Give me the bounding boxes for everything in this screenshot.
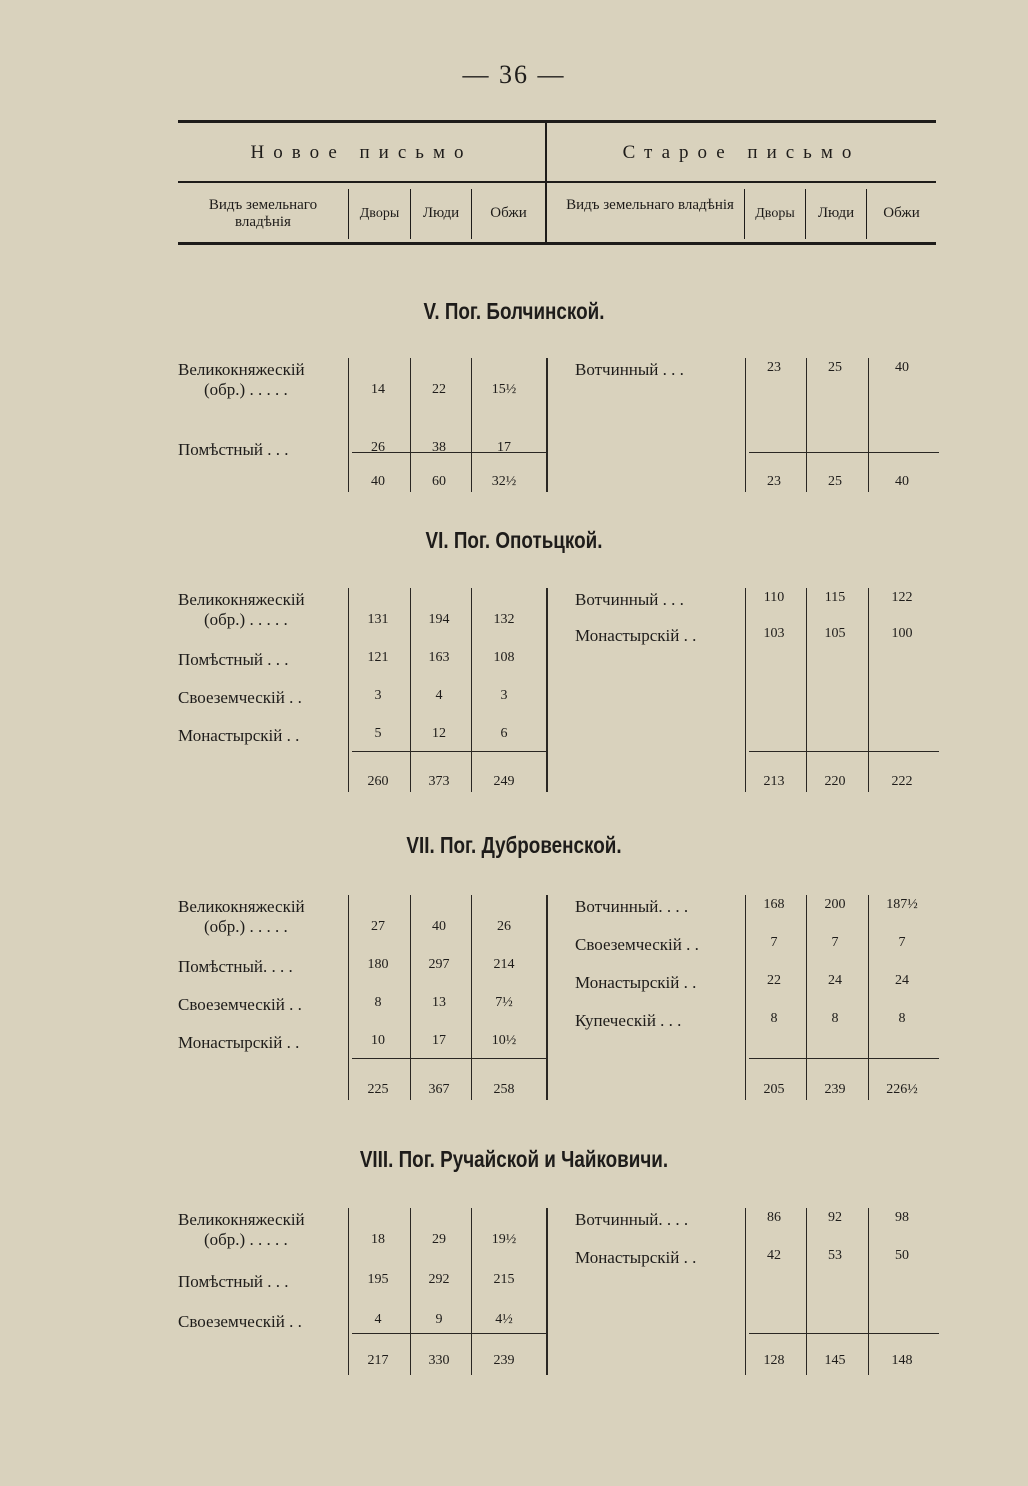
obzhi-value: 100 — [891, 626, 913, 641]
column-line — [806, 588, 807, 792]
column-line — [348, 358, 349, 492]
total-obzhi: 239 — [493, 1353, 515, 1368]
section-title: V. Пог. Болчинской. — [423, 298, 605, 324]
land-type-label: Помѣстный . . . — [178, 440, 289, 459]
column-line — [868, 588, 869, 792]
land-type-label: Великокняжескій — [178, 1210, 305, 1229]
column-line — [410, 358, 411, 492]
obzhi-value: 7½ — [495, 995, 513, 1010]
land-type-label: Помѣстный . . . — [178, 1272, 289, 1291]
obzhi-value: 122 — [891, 590, 913, 605]
land-type-label: Великокняжескій — [178, 590, 305, 609]
lyudi-value: 40 — [432, 919, 446, 934]
old-writing-title: Старое письмо — [622, 142, 861, 163]
header-top-rule — [178, 120, 936, 123]
header-center-divider — [545, 123, 547, 243]
column-line — [745, 588, 746, 792]
land-type-label: Своеземческій . . — [575, 935, 699, 954]
column-line — [471, 588, 472, 792]
lyudi-value: 29 — [432, 1232, 446, 1247]
col-head-old-land-type: Видъ земельнаго владѣнія — [566, 197, 734, 213]
obzhi-value: 15½ — [491, 382, 517, 397]
column-line — [471, 358, 472, 492]
obzhi-value: 24 — [895, 973, 909, 988]
land-type-label: Монастырскій . . — [178, 726, 300, 745]
column-line — [868, 1208, 869, 1375]
total-lyudi: 25 — [828, 474, 842, 489]
dvory-value: 86 — [767, 1210, 781, 1225]
new-writing-title: Новое письмо — [250, 142, 473, 163]
land-type-label: Великокняжескій — [178, 897, 305, 916]
column-line — [806, 1208, 807, 1375]
total-dvory: 260 — [367, 774, 389, 789]
dvory-value: 18 — [371, 1232, 385, 1247]
obzhi-value: 40 — [895, 360, 909, 375]
lyudi-value: 163 — [428, 650, 450, 665]
obzhi-value: 50 — [895, 1248, 909, 1263]
dvory-value: 131 — [367, 612, 389, 627]
total-dvory: 205 — [763, 1082, 785, 1097]
total-lyudi: 373 — [428, 774, 450, 789]
obzhi-value: 7 — [898, 935, 906, 950]
lyudi-value: 38 — [432, 440, 446, 455]
land-type-label: Вотчинный. . . . — [575, 897, 689, 916]
dvory-value: 180 — [367, 957, 389, 972]
column-line — [806, 358, 807, 492]
total-obzhi: 32½ — [491, 474, 517, 489]
total-dvory: 23 — [767, 474, 781, 489]
total-dvory: 225 — [367, 1082, 389, 1097]
obzhi-value: 6 — [500, 726, 508, 741]
dvory-value: 27 — [371, 919, 385, 934]
obzhi-value: 187½ — [886, 897, 918, 912]
dvory-value: 22 — [767, 973, 781, 988]
obzhi-value: 3 — [500, 688, 508, 703]
dvory-value: 121 — [367, 650, 389, 665]
center-divider — [546, 358, 548, 492]
total-rule-old — [749, 1333, 939, 1334]
lyudi-value: 22 — [432, 382, 446, 397]
dvory-value: 8 — [770, 1011, 778, 1026]
column-line — [348, 895, 349, 1100]
lyudi-value: 53 — [828, 1248, 842, 1263]
obzhi-value: 215 — [493, 1272, 515, 1287]
obzhi-value: 8 — [898, 1011, 906, 1026]
column-line — [745, 358, 746, 492]
total-dvory: 213 — [763, 774, 785, 789]
lyudi-value: 115 — [824, 590, 846, 605]
column-line — [471, 895, 472, 1100]
land-type-label-cont: (обр.) . . . . . — [204, 917, 288, 936]
total-obzhi: 148 — [891, 1353, 913, 1368]
total-rule-old — [749, 751, 939, 752]
lyudi-value: 292 — [428, 1272, 450, 1287]
total-lyudi: 330 — [428, 1353, 450, 1368]
land-type-label: Своеземческій . . — [178, 688, 302, 707]
center-divider — [546, 588, 548, 792]
total-rule-old — [749, 452, 939, 453]
lyudi-value: 24 — [828, 973, 842, 988]
dvory-value: 7 — [770, 935, 778, 950]
obzhi-value: 132 — [493, 612, 515, 627]
lyudi-value: 4 — [435, 688, 443, 703]
dvory-value: 4 — [374, 1312, 382, 1327]
total-rule-new — [352, 1333, 546, 1334]
lyudi-value: 200 — [824, 897, 846, 912]
total-lyudi: 367 — [428, 1082, 450, 1097]
column-line — [471, 1208, 472, 1375]
col-head-old-obzhi: Обжи — [883, 205, 920, 221]
lyudi-value: 8 — [831, 1011, 839, 1026]
lyudi-value: 13 — [432, 995, 446, 1010]
dvory-value: 195 — [367, 1272, 389, 1287]
dvory-value: 5 — [374, 726, 382, 741]
header-mid-rule — [178, 181, 936, 183]
total-obzhi: 226½ — [886, 1082, 918, 1097]
obzhi-value: 26 — [497, 919, 511, 934]
dvory-value: 3 — [374, 688, 382, 703]
col-head-old-dvory: Дворы — [755, 206, 795, 221]
total-lyudi: 60 — [432, 474, 446, 489]
total-lyudi: 145 — [824, 1353, 846, 1368]
total-dvory: 217 — [367, 1353, 389, 1368]
lyudi-value: 105 — [824, 626, 846, 641]
land-type-label-cont: (обр.) . . . . . — [204, 380, 288, 399]
lyudi-value: 194 — [428, 612, 450, 627]
dvory-value: 110 — [763, 590, 785, 605]
land-type-label: Своеземческій . . — [178, 1312, 302, 1331]
column-line — [348, 588, 349, 792]
dvory-value: 10 — [371, 1033, 385, 1048]
center-divider — [546, 895, 548, 1100]
total-dvory: 128 — [763, 1353, 785, 1368]
total-rule-old — [749, 1058, 939, 1059]
col-head-new-lyudi: Люди — [422, 205, 460, 221]
total-obzhi: 258 — [493, 1082, 515, 1097]
obzhi-value: 17 — [497, 440, 511, 455]
total-dvory: 40 — [371, 474, 385, 489]
obzhi-value: 10½ — [491, 1033, 517, 1048]
land-type-label: Монастырскій . . — [178, 1033, 300, 1052]
obzhi-value: 19½ — [491, 1232, 517, 1247]
land-type-label: Помѣстный. . . . — [178, 957, 293, 976]
lyudi-value: 25 — [828, 360, 842, 375]
dvory-value: 23 — [767, 360, 781, 375]
land-type-label: Вотчинный. . . . — [575, 1210, 689, 1229]
land-type-label-cont: (обр.) . . . . . — [204, 610, 288, 629]
section-title: VII. Пог. Дубровенской. — [406, 832, 622, 858]
dvory-value: 103 — [763, 626, 785, 641]
center-divider — [546, 1208, 548, 1375]
col-head-new-dvory: Дворы — [359, 206, 400, 221]
column-line — [868, 895, 869, 1100]
total-obzhi: 222 — [891, 774, 913, 789]
column-line — [868, 358, 869, 492]
lyudi-value: 7 — [831, 935, 839, 950]
lyudi-value: 9 — [435, 1312, 443, 1327]
dvory-value: 14 — [371, 382, 385, 397]
land-type-label: Великокняжескій — [178, 360, 305, 379]
total-rule-new — [352, 751, 546, 752]
col-head-new-land-type: Видъ земельнаго владѣнія — [208, 197, 318, 230]
total-obzhi: 249 — [493, 774, 515, 789]
land-type-label: Вотчинный . . . — [575, 590, 684, 609]
lyudi-value: 17 — [432, 1033, 446, 1048]
lyudi-value: 92 — [828, 1210, 842, 1225]
total-rule-new — [352, 1058, 546, 1059]
total-obzhi: 40 — [895, 474, 909, 489]
header-bottom-rule — [178, 242, 936, 245]
col-head-new-obzhi: Обжи — [490, 205, 527, 221]
column-line — [348, 1208, 349, 1375]
total-lyudi: 239 — [824, 1082, 846, 1097]
lyudi-value: 12 — [432, 726, 446, 741]
obzhi-value: 214 — [493, 957, 515, 972]
obzhi-value: 108 — [493, 650, 515, 665]
section-title: VIII. Пог. Ручайской и Чайковичи. — [359, 1146, 669, 1172]
lyudi-value: 297 — [428, 957, 450, 972]
column-line — [745, 895, 746, 1100]
column-line — [745, 1208, 746, 1375]
dvory-value: 8 — [374, 995, 382, 1010]
land-type-label: Вотчинный . . . — [575, 360, 684, 379]
page-number: — 36 — — [462, 60, 566, 89]
land-type-label: Монастырскій . . — [575, 1248, 697, 1267]
land-type-label: Монастырскій . . — [575, 973, 697, 992]
total-lyudi: 220 — [824, 774, 846, 789]
land-type-label: Монастырскій . . — [575, 626, 697, 645]
land-type-label: Купеческій . . . — [575, 1011, 682, 1030]
dvory-value: 26 — [371, 440, 385, 455]
land-type-label: Своеземческій . . — [178, 995, 302, 1014]
col-head-old-lyudi: Люди — [817, 205, 855, 221]
obzhi-value: 98 — [895, 1210, 909, 1225]
column-line — [806, 895, 807, 1100]
land-type-label-cont: (обр.) . . . . . — [204, 1230, 288, 1249]
land-type-label: Помѣстный . . . — [178, 650, 289, 669]
dvory-value: 42 — [767, 1248, 781, 1263]
dvory-value: 168 — [763, 897, 785, 912]
section-title: VI. Пог. Опотьцкой. — [425, 527, 603, 553]
obzhi-value: 4½ — [495, 1312, 513, 1327]
